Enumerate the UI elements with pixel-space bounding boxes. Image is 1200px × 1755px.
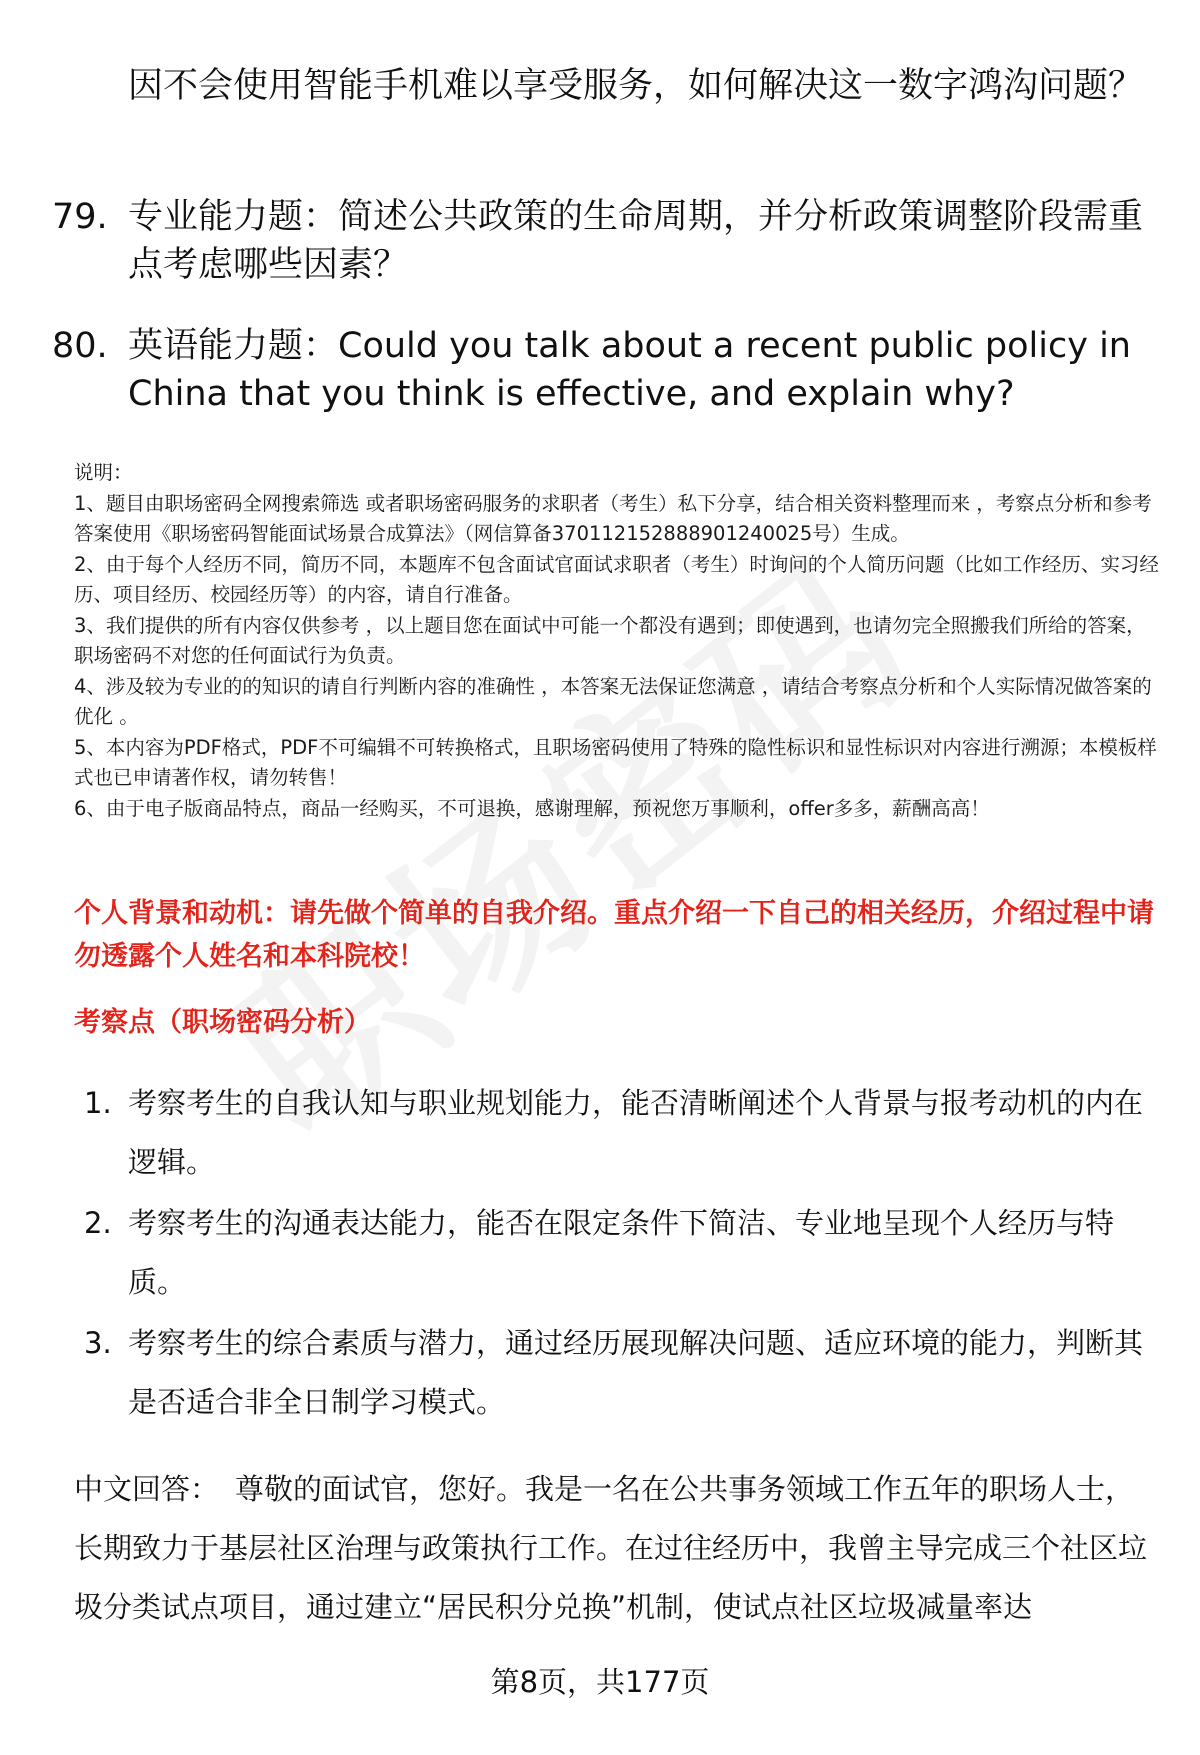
question-number: 80. [52,326,108,366]
question-text: 专业能力题：简述公共政策的生命周期，并分析政策调整阶段需重点考虑哪些因素？ [128,197,1144,285]
point-text: 考察考生的综合素质与潜力，通过经历展现解决问题、适应环境的能力，判断其是否适合非全日制学习模式。 [128,1326,1144,1419]
question-79 [52,193,1162,289]
question-continuation-text: 因不会使用智能手机难以享受服务，如何解决这一数字鸿沟问题？ [128,66,1144,106]
chinese-answer [74,1460,1154,1637]
answer-text: 尊敬的面试官，您好。我是一名在公共事务领域工作五年的职场人士，长期致力于基层社区治理与政策执行工作。在过往经历中，我曾主导完成三个社区垃圾分类试点项目，通过建立“居民积分兑换”机制，使试点社区垃圾减量率达 [74,1472,1148,1624]
note-item: 3、我们提供的所有内容仅供参考 ，以上题目您在面试中可能一个都没有遇到；即使遇到，也请勿完全照搬我们所给的答案，职场密码不对您的任何面试行为负责。 [74,613,1146,667]
question-80 [52,322,1162,418]
analysis-point [84,1074,1144,1192]
question-text: 英语能力题：Could you talk about a recent public policy in China that you think is effective, and explain why? [128,326,1131,414]
point-text: 考察考生的自我认知与职业规划能力，能否清晰阐述个人背景与报考动机的内在逻辑。 [128,1086,1144,1179]
analysis-point [84,1194,1144,1312]
page-footer: 第8页，共177页 [490,1665,710,1699]
answer-label: 中文回答： [74,1472,220,1506]
analysis-heading: 考察点（职场密码分析） [74,1007,371,1038]
question-continuation [52,62,1162,110]
point-number: 1. [84,1086,112,1120]
analysis-points [84,1074,1144,1434]
point-number: 3. [84,1326,112,1360]
note-item: 1、题目由职场密码全网搜索筛选 或者职场密码服务的求职者（考生）私下分享，结合相关资料整理而来 ，考察点分析和参考答案使用《职场密码智能面试场景合成算法》（网信算备370112152888901240025号）生成。 [74,491,1152,545]
notes-section [74,458,1159,824]
note-item: 6、由于电子版商品特点，商品一经购买，不可退换，感谢理解，预祝您万事顺利，offer多多，薪酬高高！ [74,796,990,820]
note-item: 4、涉及较为专业的的知识的请自行判断内容的准确性 ，本答案无法保证您满意 ，请结合考察点分析和个人实际情况做答案的优化 。 [74,674,1152,728]
question-number: 79. [52,197,108,237]
point-number: 2. [84,1206,112,1240]
background-question: 个人背景和动机：请先做个简单的自我介绍。重点介绍一下自己的相关经历，介绍过程中请勿透露个人姓名和本科院校！ [74,898,1154,972]
note-item: 5、本内容为PDF格式，PDF不可编辑不可转换格式，且职场密码使用了特殊的隐性标识和显性标识对内容进行溯源；本模板样式也已申请著作权，请勿转售！ [74,735,1157,789]
notes-title: 说明： [74,461,133,484]
analysis-point [84,1314,1144,1432]
note-item: 2、由于每个人经历不同，简历不同，本题库不包含面试官面试求职者（考生）时询问的个人简历问题（比如工作经历、实习经历、项目经历、校园经历等）的内容，请自行准备。 [74,552,1159,606]
point-text: 考察考生的沟通表达能力，能否在限定条件下简洁、专业地呈现个人经历与特质。 [128,1206,1115,1299]
